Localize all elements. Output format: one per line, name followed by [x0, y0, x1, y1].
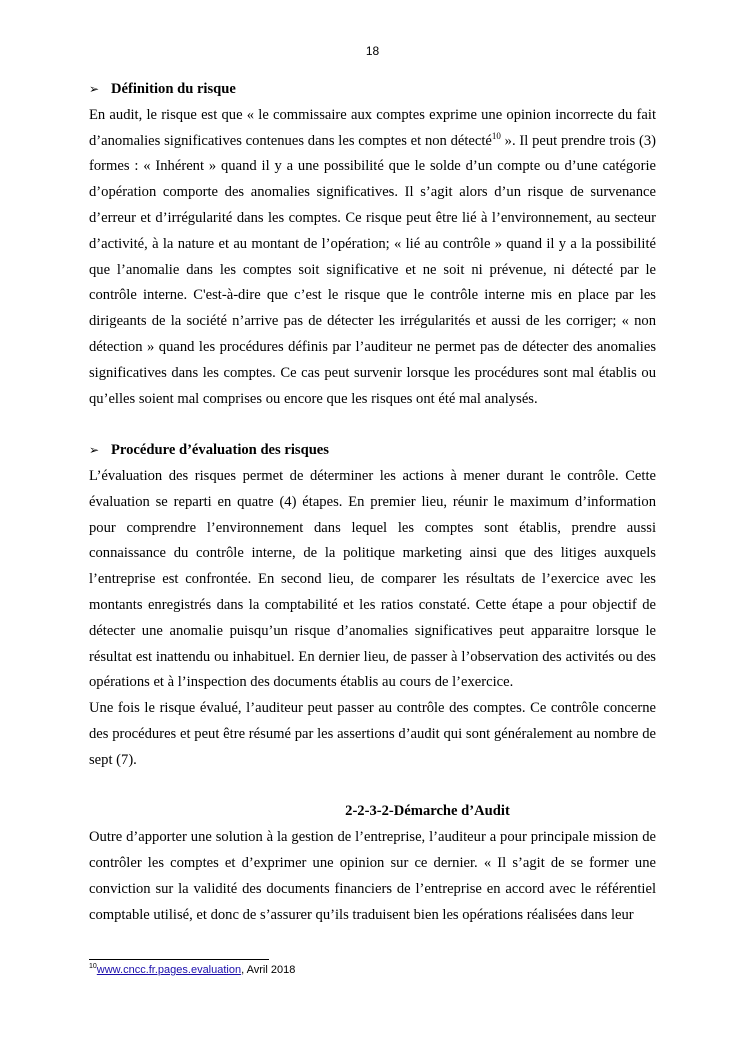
paragraph-risk-evaluation: L’évaluation des risques permet de déterminer les actions à mener durant le contrôle. Cette évaluation se reparti en quatre (4) étapes. En premier lieu, réunir le maximum d’information pour comprendre l’environnement dans lequel les comptes sont établis, prendre aussi connaissance du contrôle interne, de la politique marketing ainsi que des litiges auxquels l’entreprise est confrontée. En second lieu, de comparer les résultats de l’exercice avec les montants enregistrés dans la comptabilité et les ratios constaté. Cette étape a pour objectif de détecter une anomalie puisqu’un risque d’anomalies significatives peut apparaitre lorsque le résultat est inattendu ou inhabituel. En dernier lieu, de passer à l’observation des activités ou des opérations et à l’inspection des documents établis au cours de l’exercice. [89, 467, 656, 691]
section-title: Définition du risque [111, 81, 236, 97]
page-content [89, 77, 656, 928]
footnote-number: 10 [89, 963, 97, 970]
section-heading-risk-definition [89, 77, 656, 103]
paragraph-spacer [89, 774, 656, 800]
footnote-reference[interactable]: 10 [491, 130, 501, 141]
footnote-separator [89, 959, 269, 960]
arrow-bullet-icon: ➢ [89, 82, 100, 96]
footnote-link[interactable]: www.cncc.fr.pages.evaluation [96, 964, 242, 976]
paragraph-text: ». Il peut prendre trois (3) formes : « Inhérent » quand il y a une possibilité que le solde d’un compte ou d’une catégorie d’opération comporte des anomalies significatives. Il s’agit alors d’un risque de survenance d’erreur et d’irrégularité dans les comptes. Ce risque peut être lié à l’environnement, au secteur d’activité, à la nature et au montant de l’opération; « lié au contrôle » quand il y a la possibilité que l’anomalie dans les comptes soit significative et ne soit ni prévenue, ni détecté par le contrôle interne. C'est-à-dire que c’est le risque que le contrôle interne mis en place par les dirigeants de la société n’arrive pas de détecter les irrégularités et aussi de les corriger; « non détection » quand les procédures définis par l’auditeur ne permet pas de détecter des anomalies significatives dans les comptes. Ce cas peut survenir lorsque les procédures sont mal établis ou qu’elles soient mal comprises ou encore que les risques ont été mal analysés. [89, 132, 657, 407]
page-number: 18 [365, 44, 380, 58]
paragraph-text: En audit, le risque est que « le commissaire aux comptes exprime une opinion incorrecte du fait d’anomalies significatives contenues dans les comptes et non détecté [89, 106, 656, 149]
section-heading-risk-evaluation [89, 438, 656, 464]
footnote [89, 962, 295, 978]
footnote-text: , Avril 2018 [241, 964, 296, 976]
paragraph-risk-definition [89, 103, 656, 413]
section-title: Procédure d’évaluation des risques [111, 442, 329, 459]
paragraph-risk-evaluation-2: Une fois le risque évalué, l’auditeur peut passer au contrôle des comptes. Ce contrôle concerne des procédures et peut être résumé par les assertions d’audit qui sont généralement au nombre de sept (7). [89, 700, 656, 768]
paragraph-audit-approach: Outre d’apporter une solution à la gestion de l’entreprise, l’auditeur a pour principale mission de contrôler les comptes et d’exprimer une opinion sur ce dernier. « Il s’agit de se former une conviction sur la validité des documents financiers de l’entreprise en accord avec le référentiel comptable utilisé, et donc de s’assurer qu’ils traduisent bien les opérations réalisées dans leur [89, 829, 656, 923]
arrow-bullet-icon: ➢ [89, 443, 100, 458]
subsection-heading-audit-approach: 2-2-3-2-Démarche d’Audit [345, 803, 510, 820]
paragraph-spacer [89, 412, 656, 438]
